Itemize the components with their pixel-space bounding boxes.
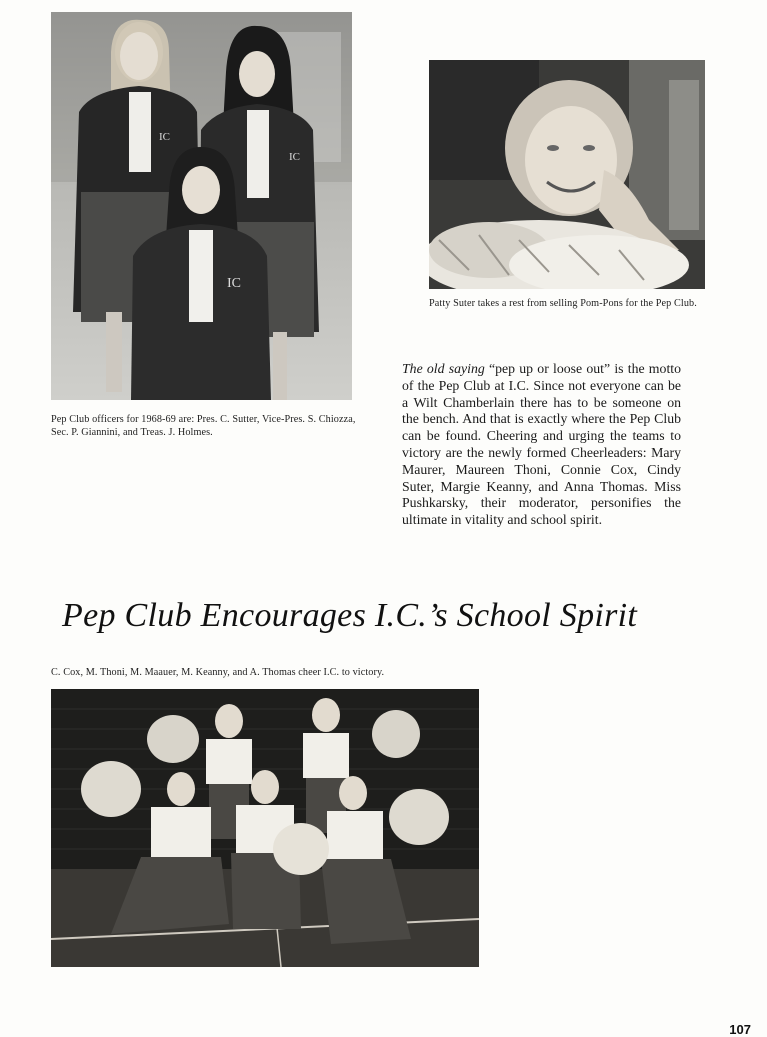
- officers-photo: [51, 12, 352, 400]
- svg-text:IC: IC: [289, 151, 300, 163]
- svg-text:IC: IC: [159, 131, 170, 143]
- blazer-crest-letters: IC: [227, 276, 241, 291]
- patty-photo: [429, 60, 705, 289]
- headline: Pep Club Encourages I.C.’s School Spirit: [62, 597, 638, 634]
- article-body: [402, 361, 681, 529]
- cheer-caption: C. Cox, M. Thoni, M. Maauer, M. Keanny, and A. Thomas cheer I.C. to victory.: [51, 667, 385, 678]
- officers-caption: Pep Club officers for 1968-69 are: Pres. C. Sutter, Vice-Pres. S. Chiozza, Sec. P. Giannini, and Treas. J. Holmes.: [51, 414, 356, 438]
- cheerleaders-photo: [51, 689, 479, 967]
- patty-caption: Patty Suter takes a rest from selling Pom-Pons for the Pep Club.: [429, 298, 697, 309]
- page-number: 107: [729, 1022, 751, 1037]
- article-lead: The old saying: [402, 361, 485, 376]
- article-text: “pep up or loose out” is the motto of the Pep Club at I.C. Since not everyone can be a Wilt Chamberlain there has to be someone on the bench. And that is exactly where the Pep Club can be found. Cheering and urging the teams to victory are the newly formed Cheerleaders: Mary Maurer, Maureen Thoni, Connie Cox, Cindy Suter, Margie Keanny, and Anna Thomas. Miss Pushkarsky, their moderator, personifies the ultimate in vitality and school spirit.: [402, 361, 682, 528]
